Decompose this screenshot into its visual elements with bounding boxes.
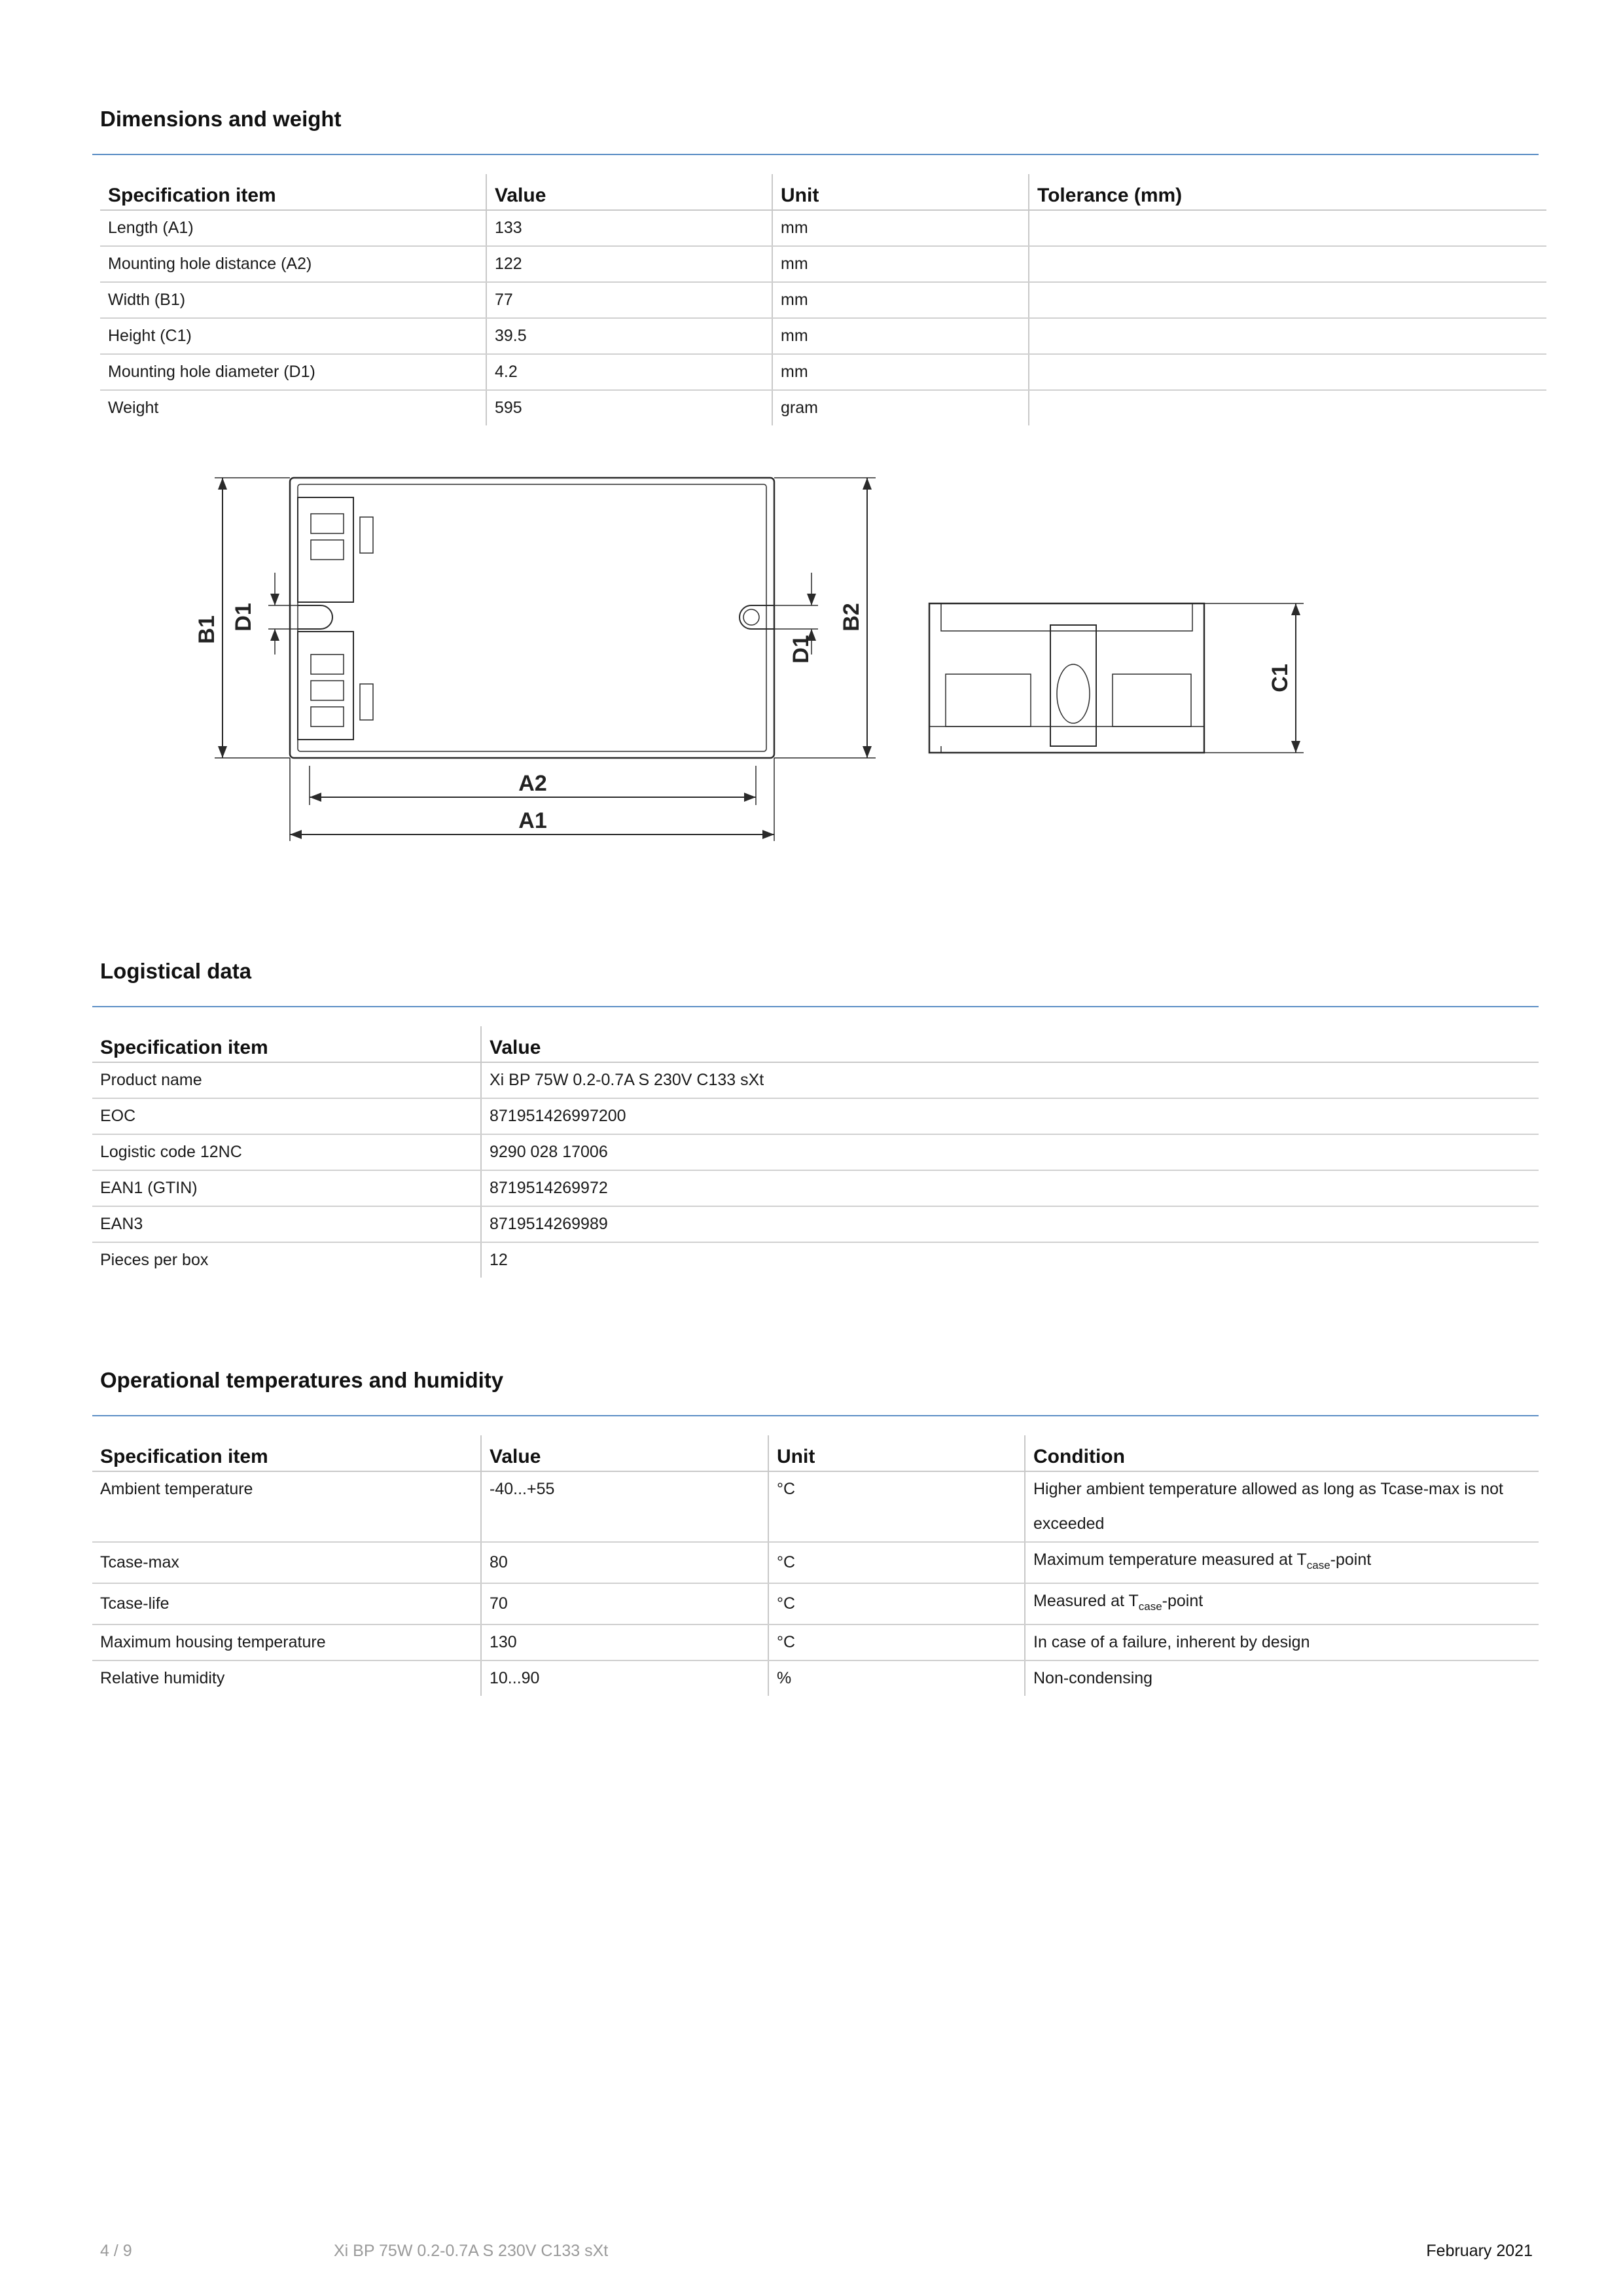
table-cell: °C xyxy=(768,1542,1025,1583)
column-header: Value xyxy=(486,174,772,210)
table-cell: 122 xyxy=(486,246,772,282)
label-d1-right: D1 xyxy=(789,635,813,664)
table-row xyxy=(92,1583,1539,1624)
column-header: Unit xyxy=(772,174,1029,210)
table-cell: Relative humidity xyxy=(100,1669,225,1687)
condition-text-suffix: -point xyxy=(1330,1551,1372,1569)
table-row xyxy=(92,1542,1539,1583)
table-row xyxy=(92,1624,1539,1660)
table-row xyxy=(92,1134,1539,1170)
table-cell: Length (A1) xyxy=(100,210,486,246)
table-cell: 80 xyxy=(481,1542,768,1583)
table-cell: gram xyxy=(772,390,1029,425)
table-row xyxy=(100,210,1546,246)
logistical-table xyxy=(92,1026,1539,1278)
footer-product-name: Xi BP 75W 0.2-0.7A S 230V C133 sXt xyxy=(334,2242,609,2260)
column-header: Value xyxy=(481,1026,1539,1062)
column-header: Unit xyxy=(768,1435,1025,1471)
label-d1-left: D1 xyxy=(231,603,256,632)
table-cell: EAN1 (GTIN) xyxy=(92,1170,481,1206)
table-cell: Mounting hole distance (A2) xyxy=(100,246,486,282)
column-header: Condition xyxy=(1025,1435,1539,1471)
table-cell: Height (C1) xyxy=(100,318,486,354)
table-row xyxy=(92,1471,1539,1542)
table-cell: mm xyxy=(772,282,1029,318)
table-cell: 70 xyxy=(481,1583,768,1624)
table-cell: mm xyxy=(772,354,1029,390)
table-cell: Tcase-max xyxy=(92,1542,481,1583)
table-cell: Logistic code 12NC xyxy=(92,1134,481,1170)
table-cell: Mounting hole diameter (D1) xyxy=(100,354,486,390)
column-header: Value xyxy=(481,1435,768,1471)
condition-subscript: case xyxy=(1306,1559,1330,1571)
table-cell: 8719514269972 xyxy=(481,1170,1539,1206)
table-cell: EOC xyxy=(92,1098,481,1134)
table-cell: 10...90 xyxy=(481,1660,768,1696)
table-cell: In case of a failure, inherent by design xyxy=(1025,1624,1539,1660)
section-title-dimensions: Dimensions and weight xyxy=(100,107,342,131)
table-cell: °C xyxy=(768,1624,1025,1660)
table-cell: Width (B1) xyxy=(100,282,486,318)
table-header-row xyxy=(92,1435,1539,1471)
table-cell: EAN3 xyxy=(92,1206,481,1242)
table-cell: °C xyxy=(768,1583,1025,1624)
table-row xyxy=(92,1206,1539,1242)
label-a1: A1 xyxy=(518,808,547,833)
section-rule xyxy=(92,1006,1539,1007)
column-header: Specification item xyxy=(92,1026,481,1062)
table-cell xyxy=(1029,246,1546,282)
table-cell: mm xyxy=(772,318,1029,354)
driver-top-view-outline xyxy=(290,478,774,758)
table-cell: Higher ambient temperature allowed as long as Tcase-max is not exceeded xyxy=(1025,1471,1539,1542)
column-header: Specification item xyxy=(100,174,486,210)
table-cell: 39.5 xyxy=(486,318,772,354)
condition-text: Maximum temperature measured at T xyxy=(1033,1551,1307,1569)
table-cell: Non-condensing xyxy=(1025,1660,1539,1696)
table-cell: 9290 028 17006 xyxy=(481,1134,1539,1170)
table-cell: mm xyxy=(772,246,1029,282)
table-row xyxy=(100,246,1546,282)
table-row xyxy=(92,1242,1539,1278)
label-b2: B2 xyxy=(839,603,864,632)
table-cell xyxy=(1029,282,1546,318)
table-cell: 871951426997200 xyxy=(481,1098,1539,1134)
table-cell xyxy=(1029,318,1546,354)
table-cell: 595 xyxy=(486,390,772,425)
table-row xyxy=(92,1098,1539,1134)
table-cell xyxy=(1029,390,1546,425)
table-cell xyxy=(1025,1542,1539,1583)
table-cell: °C xyxy=(768,1471,1025,1542)
table-cell: Xi BP 75W 0.2-0.7A S 230V C133 sXt xyxy=(481,1062,1539,1098)
operational-table xyxy=(92,1435,1539,1696)
condition-text-suffix: -point xyxy=(1162,1592,1204,1610)
table-cell: 133 xyxy=(486,210,772,246)
table-row xyxy=(100,318,1546,354)
table-cell xyxy=(1025,1583,1539,1624)
label-a2: A2 xyxy=(518,771,547,796)
condition-subscript: case xyxy=(1138,1600,1162,1613)
table-header-row xyxy=(92,1026,1539,1062)
table-cell: Tcase-life xyxy=(92,1583,481,1624)
footer-date: February 2021 xyxy=(1426,2242,1533,2260)
table-cell: 4.2 xyxy=(486,354,772,390)
column-header: Specification item xyxy=(92,1435,481,1471)
condition-text: Measured at T xyxy=(1033,1592,1139,1610)
dimensions-table xyxy=(100,174,1546,425)
section-title-operational: Operational temperatures and humidity xyxy=(100,1368,504,1392)
table-row xyxy=(100,354,1546,390)
table-row xyxy=(92,1660,1539,1696)
table-cell: 130 xyxy=(481,1624,768,1660)
table-cell: mm xyxy=(772,210,1029,246)
footer-page-number: 4 / 9 xyxy=(100,2242,132,2260)
table-cell: 77 xyxy=(486,282,772,318)
driver-side-view-outline xyxy=(929,603,1204,753)
table-cell: % xyxy=(768,1660,1025,1696)
table-cell: 8719514269989 xyxy=(481,1206,1539,1242)
table-cell xyxy=(1029,354,1546,390)
table-row xyxy=(92,1170,1539,1206)
table-cell: -40...+55 xyxy=(481,1471,768,1542)
table-cell: Ambient temperature xyxy=(92,1471,481,1542)
table-row xyxy=(92,1062,1539,1098)
table-cell: Weight xyxy=(108,399,159,417)
table-header-row xyxy=(100,174,1546,210)
dimension-drawing xyxy=(183,458,1329,864)
table-cell: Product name xyxy=(92,1062,481,1098)
section-rule xyxy=(92,1415,1539,1416)
table-row xyxy=(100,282,1546,318)
table-cell xyxy=(1029,210,1546,246)
column-header: Tolerance (mm) xyxy=(1029,174,1546,210)
section-rule xyxy=(92,154,1539,155)
table-cell: Maximum housing temperature xyxy=(92,1624,481,1660)
table-cell: 12 xyxy=(481,1242,1539,1278)
label-c1: C1 xyxy=(1268,664,1293,692)
label-b1: B1 xyxy=(194,615,219,644)
table-row xyxy=(100,390,1546,425)
section-title-logistical: Logistical data xyxy=(100,959,252,983)
table-cell: Pieces per box xyxy=(100,1251,209,1269)
